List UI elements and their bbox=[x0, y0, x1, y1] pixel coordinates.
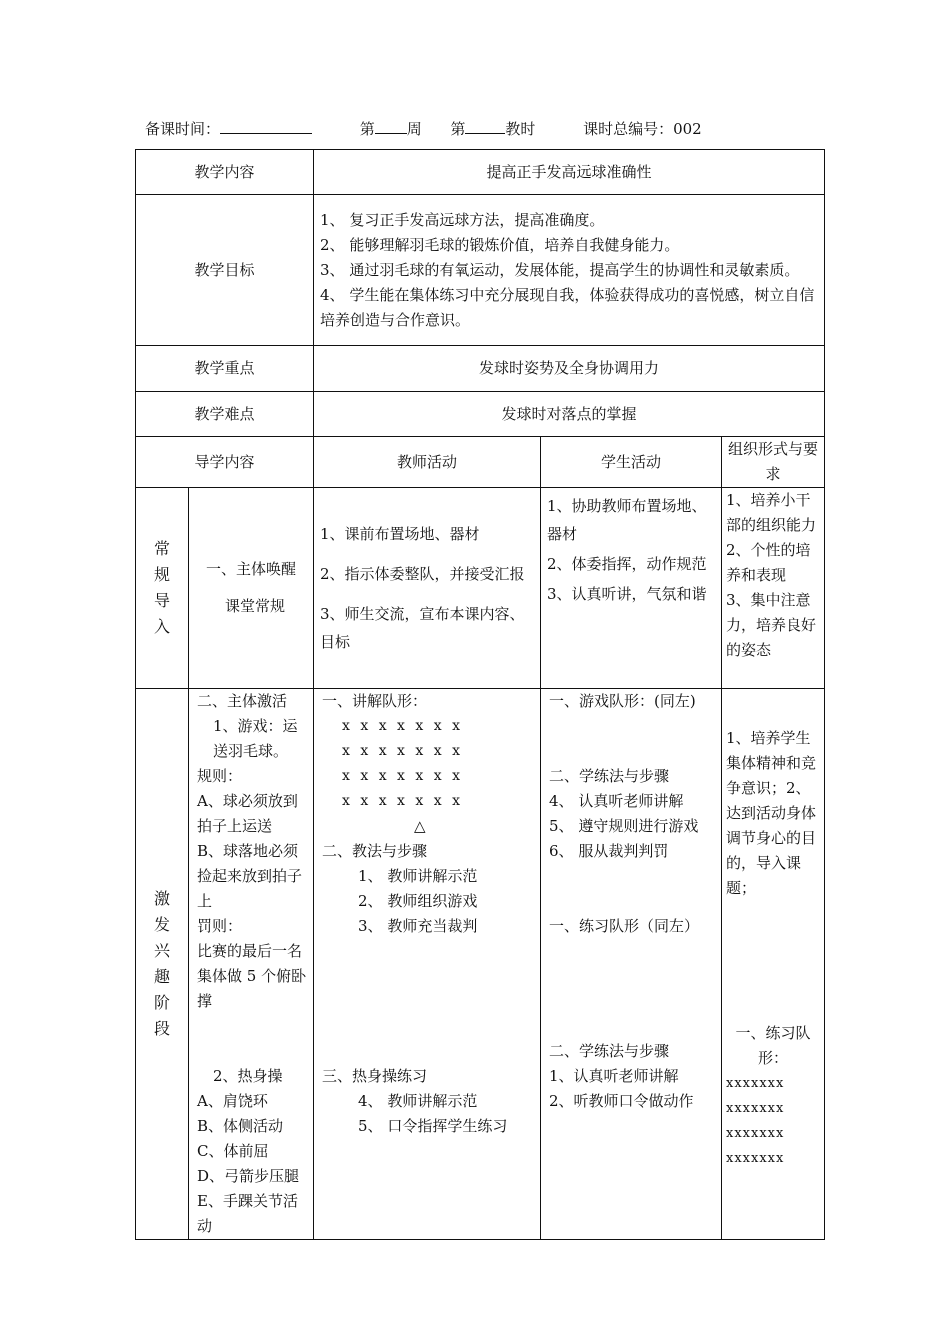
objective-item: 3、 通过羽毛球的有氧运动，发展体能，提高学生的协调性和灵敏素质。 bbox=[320, 260, 800, 279]
student-method: 5、 遵守规则进行游戏 bbox=[549, 817, 699, 835]
org-formation-row: xxxxxxx bbox=[726, 1101, 785, 1116]
org-formation-title: 一、练习队形： bbox=[735, 1024, 811, 1067]
routine-org bbox=[722, 488, 825, 689]
teacher-method: 1、 教师讲解示范 bbox=[358, 867, 478, 885]
teacher-warmup-title: 三、热身操练习 bbox=[322, 1067, 428, 1085]
guide-line: 1、游戏：运送羽毛球。 bbox=[213, 717, 298, 760]
student-method-2: 2、听教师口令做动作 bbox=[549, 1092, 694, 1110]
guide-line: E、手踝关节活动 bbox=[197, 1192, 298, 1235]
routine-teacher bbox=[314, 488, 541, 689]
routine-row bbox=[136, 488, 825, 689]
difficulty-label: 教学难点 bbox=[136, 392, 314, 437]
formation-row: x x x x x x x bbox=[342, 743, 460, 759]
guide-header: 导学内容 bbox=[136, 437, 314, 488]
routine-guide-line1: 一、主体唤醒 bbox=[206, 560, 297, 578]
objective-item: 4、 学生能在集体练习中充分展现自我，体验获得成功的喜悦感，树立自信培养创造与合作意识。 bbox=[320, 285, 815, 329]
routine-org-item: 1、培养小干部的组织能力 bbox=[726, 491, 817, 534]
stimulate-teacher bbox=[314, 689, 541, 1240]
guide-line: 罚则： bbox=[197, 917, 243, 935]
column-header-row bbox=[136, 437, 825, 488]
lesson-prefix: 第 bbox=[450, 120, 466, 138]
student-game-formation: 一、游戏队形：(同左) bbox=[549, 692, 696, 710]
routine-teacher-item: 3、师生交流，宣布本课内容、目标 bbox=[320, 605, 525, 651]
routine-stage: 常规导入 bbox=[136, 488, 189, 689]
student-method: 4、 认真听老师讲解 bbox=[549, 792, 684, 810]
teacher-warmup: 5、 口令指挥学生练习 bbox=[358, 1117, 508, 1135]
stimulate-stage: 激发兴趣阶段 bbox=[136, 689, 189, 1240]
org-formation-row: xxxxxxx bbox=[726, 1151, 785, 1166]
lesson-header bbox=[145, 118, 702, 139]
stimulate-student bbox=[541, 689, 722, 1240]
stimulate-row bbox=[136, 689, 825, 1240]
total-number: 课时总编号：002 bbox=[583, 120, 702, 138]
student-header: 学生活动 bbox=[541, 437, 722, 488]
routine-org-item: 3、集中注意力，培养良好的姿态 bbox=[726, 591, 817, 659]
routine-student bbox=[541, 488, 722, 689]
routine-org-item: 2、个性的培养和表现 bbox=[726, 541, 811, 584]
guide-line: A、球必须放到拍子上运送 bbox=[197, 792, 298, 835]
teacher-method: 3、 教师充当裁判 bbox=[358, 917, 478, 935]
guide-line: 2、热身操 bbox=[213, 1067, 283, 1085]
teacher-method-title: 二、教法与步骤 bbox=[322, 842, 428, 860]
teacher-formation-title: 一、讲解队形： bbox=[322, 692, 428, 710]
prep-time-blank bbox=[220, 119, 312, 134]
routine-teacher-item: 2、指示体委整队，并接受汇报 bbox=[320, 565, 525, 583]
guide-line: B、体侧活动 bbox=[197, 1117, 284, 1135]
content-row bbox=[136, 150, 825, 195]
formation-row: x x x x x x x bbox=[342, 718, 460, 734]
objectives-list bbox=[314, 195, 825, 346]
org-formation-row: xxxxxxx bbox=[726, 1126, 785, 1141]
formation-row: x x x x x x x bbox=[342, 768, 460, 784]
teacher-method: 2、 教师组织游戏 bbox=[358, 892, 478, 910]
content-label: 教学内容 bbox=[136, 150, 314, 195]
objective-item: 2、 能够理解羽毛球的锻炼价值，培养自我健身能力。 bbox=[320, 235, 680, 254]
stimulate-org-text: 1、培养学生集体精神和竞争意识；2、达到活动身体调节身心的目的，导入课题； bbox=[726, 729, 817, 897]
stimulate-guide bbox=[189, 689, 314, 1240]
lesson-blank bbox=[465, 119, 505, 134]
formation-row: x x x x x x x bbox=[342, 793, 460, 809]
guide-line: C、体前屈 bbox=[197, 1142, 269, 1160]
lesson-suffix: 教时 bbox=[505, 120, 536, 138]
guide-line: 比赛的最后一名集体做 5 个俯卧撑 bbox=[197, 942, 307, 1010]
routine-guide bbox=[189, 488, 314, 689]
teacher-header: 教师活动 bbox=[314, 437, 541, 488]
lesson-plan-table bbox=[135, 149, 825, 1240]
guide-line: A、肩饶环 bbox=[197, 1092, 268, 1110]
difficulty-value: 发球时对落点的掌握 bbox=[314, 392, 825, 437]
prep-time-label: 备课时间： bbox=[145, 120, 221, 138]
guide-line: 二、主体激活 bbox=[197, 692, 288, 710]
student-method-title: 二、学练法与步骤 bbox=[549, 767, 670, 785]
key-point-row bbox=[136, 346, 825, 392]
stimulate-org bbox=[722, 689, 825, 1240]
guide-line: B、球落地必须捡起来放到拍子上 bbox=[197, 842, 303, 910]
guide-line: D、弓箭步压腿 bbox=[197, 1167, 300, 1185]
student-practice-formation: 一、练习队形（同左） bbox=[549, 917, 700, 935]
difficulty-row bbox=[136, 392, 825, 437]
routine-student-item: 3、认真听讲，气氛和谐 bbox=[547, 585, 707, 603]
week-suffix: 周 bbox=[406, 120, 422, 138]
objectives-label: 教学目标 bbox=[136, 195, 314, 346]
objective-item: 1、 复习正手发高远球方法，提高准确度。 bbox=[320, 210, 605, 229]
routine-student-item: 1、协助教师布置场地、器材 bbox=[547, 497, 707, 543]
week-prefix: 第 bbox=[359, 120, 375, 138]
routine-teacher-item: 1、课前布置场地、器材 bbox=[320, 525, 480, 543]
objectives-row bbox=[136, 195, 825, 346]
key-point-value: 发球时姿势及全身协调用力 bbox=[314, 346, 825, 392]
routine-student-item: 2、体委指挥，动作规范 bbox=[547, 555, 707, 573]
student-method: 6、 服从裁判判罚 bbox=[549, 842, 669, 860]
guide-line: 规则： bbox=[197, 767, 243, 785]
student-method-title-2: 二、学练法与步骤 bbox=[549, 1042, 670, 1060]
org-header: 组织形式与要求 bbox=[722, 437, 825, 488]
week-blank bbox=[375, 119, 407, 134]
content-value: 提高正手发高远球准确性 bbox=[314, 150, 825, 195]
key-point-label: 教学重点 bbox=[136, 346, 314, 392]
org-formation-row: xxxxxxx bbox=[726, 1076, 785, 1091]
routine-guide-line2: 课堂常规 bbox=[225, 597, 286, 615]
student-method-2: 1、认真听老师讲解 bbox=[549, 1067, 679, 1085]
teacher-triangle-icon: △ bbox=[414, 817, 426, 835]
teacher-warmup: 4、 教师讲解示范 bbox=[358, 1092, 478, 1110]
